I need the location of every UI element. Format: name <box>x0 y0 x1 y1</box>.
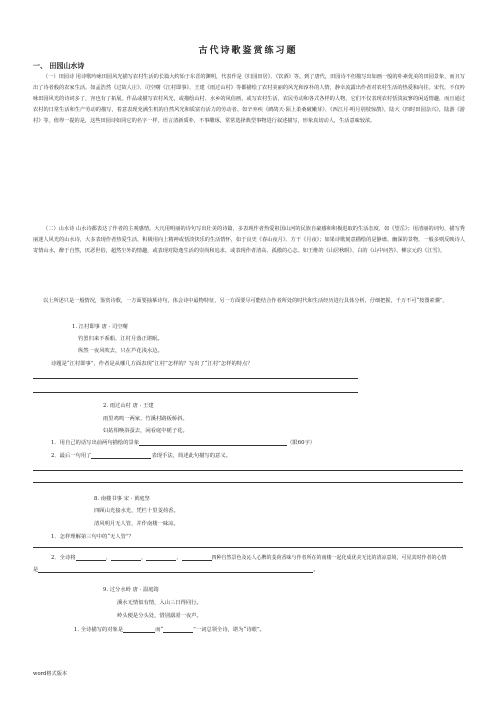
question-text: 。 <box>313 567 319 573</box>
poem2-line-2: 妇姑相唤浴蚕去，闲看庭中栀子花。 <box>103 428 188 434</box>
question-text: ”一词总领全诗，堪为“诗眼”。 <box>193 627 265 633</box>
answer-line[interactable] <box>33 547 463 548</box>
question-text: 、 <box>140 555 147 561</box>
poem3-heading: 8. 南楼书事 宋 · 黄庭坚 <box>94 496 150 502</box>
poem3-question-2 <box>51 553 447 561</box>
answer-line[interactable] <box>33 482 463 483</box>
answer-blank[interactable] <box>111 555 141 561</box>
question-text: 、 <box>176 555 182 561</box>
question-text: 2．全诗将 <box>51 555 76 561</box>
answer-blank[interactable] <box>182 555 212 561</box>
poem2-heading: 2. 雨过山村 唐 · 王建 <box>103 403 154 409</box>
answer-blank[interactable] <box>123 627 155 633</box>
footer-label: word格式版本 <box>33 671 68 677</box>
poem3-question-1: 1．怎样理解第三句中的“无人管”？ <box>51 534 134 540</box>
answer-line[interactable] <box>33 470 463 471</box>
intro-paragraph-3: 以上所述只是一般情况，鉴赏诗歌，一方面要抽摹诗句，体会诗中最物特征，另一方面要尽可能结合作者所处的时代和生活经历进行具体分析，仔细把握，千万不可“按图索骥”。 <box>43 298 448 304</box>
question-text: （限60字） <box>287 440 316 446</box>
intro-paragraph-2: （二）山水诗 山水诗都表达了作者的主观感情。大凡用明丽的诗句写出壮美的诗篇，多表现作者热爱祖国山河的民族自豪感和积极进取的生活态度，如《望岳》；用清丽的词句，描写秀丽迷人风光的山水诗，大多表现作者热爱生活，积极用向上精神或恬淡快乐的生活情怀，如于良史《春山夜月》、方干《月夜》；如果诗歌刻意描绘的是静谧、幽深的景物，一般多则反映诗人寄情山水，醉于自然，厌恶世俗，超然尘外的情趣，或表现对隐逸生活的崇尚和追求，或表现作者清高、孤傲的心志。如王维的《山居秋暝》、白的《山中问答》、柳宗元的《江雪》。 <box>33 226 465 254</box>
question-text: 表现手法，简述此句描写的意义。 <box>151 453 231 459</box>
poem1-heading: 1. 江村即事 唐 · 司空曙 <box>72 324 128 330</box>
poem2-line-1: 雨里鸡鸣一两家，竹溪村路板桥斜。 <box>103 416 188 422</box>
answer-blank[interactable] <box>146 555 176 561</box>
poem1-line-2: 纵然一夜风吹去，只在芦花浅水边。 <box>78 348 163 354</box>
question-text: 1. 全诗描写的对象是 <box>74 627 124 633</box>
poem3-line-1: 四顾山光接水光，凭栏十里芰荷香。 <box>94 508 179 514</box>
poem4-line-1: 溪水无情似有情，入山三日得同行。 <box>117 600 202 606</box>
question-text: 2．最后一句用了 <box>51 453 92 459</box>
poem1-question: 诗题是“江村即事”，作者是从哪几方面表现“江村”怎样的？写出了“江村”怎样的特点？ <box>51 361 253 367</box>
answer-blank[interactable] <box>163 627 193 633</box>
poem2-question-2 <box>51 451 231 459</box>
answer-blank[interactable] <box>91 453 151 459</box>
poem3-line-2: 清风明月无人管，并作南楼一味凉。 <box>94 521 179 527</box>
answer-blank[interactable] <box>38 567 313 573</box>
answer-blank[interactable] <box>139 440 287 446</box>
poem2-question-1 <box>51 438 315 446</box>
poem4-heading: 9. 过分水岭 唐 · 温庭筠 <box>103 587 159 593</box>
page-title: 古代诗歌鉴赏练习题 <box>198 46 298 56</box>
question-text: 是 <box>33 567 39 573</box>
question-text: 1．用自己的话写出前两句描绘的景象 <box>51 440 140 446</box>
question-text: 而“ <box>155 627 164 633</box>
poem4-line-2: 岭头便是分头处，惜别潺湲一夜声。 <box>117 613 202 619</box>
poem3-question-2-cont <box>33 565 465 573</box>
question-text: 四种自然景色及沁人心脾的芰荷香味与作者所在的南楼一起化成优美无比的清凉意境，可见其时作者的心情 <box>211 555 447 561</box>
answer-line[interactable] <box>33 392 358 393</box>
question-text: 、 <box>105 555 111 561</box>
poem4-question <box>74 625 265 633</box>
answer-blank[interactable] <box>76 555 106 561</box>
poem1-line-1: 钓罢归来不系船，江村月落正堪眠。 <box>78 336 163 342</box>
section-heading: 一、 田园山水诗 <box>33 61 85 70</box>
answer-line[interactable] <box>33 378 358 379</box>
intro-paragraph-1: （一）田园诗 用诗歌吟咏田园风光描写农村生活的长篇大约始于东晋的渊明，代表作是《归园田居》、《饮酒》等。到了唐代，田园诗不但描写出如画一般的朴素优美的田园景象，而且写出了诗者般的农家生活。如孟浩然《过故人庄》、司空曙《江村即事》、王建《雨过山村》等都描绘了农村美丽的风光和淳朴的人情，静幸流露出作者对农村生活的热爱和向往。宋代，不仅吟咏田园风光的诗词多了，容也有了拓展。作品或描写农村风光，或描绘山村、水乡的风俗画，或写农村生活，农民劳动和各式各样的人物，它们不仅表现农村恬淡寂寥的闲适情趣，而且通过农村的日常生活和生产劳动的描写，着意表现充满生机的自然风光和质富有活力的劳动者。如辛弃疾《鹧鸪天·陌上柔桑破嫩芽》、《西江月·明月别枝惊鹊》，陆大《四时田园杂兴》，陆游《游村》等。值得一提的是，这些田园诗如同它的名字一样，语言清新质朴，不事雕琢，常常选择典型事物进行叙述描写，形象真切动人，生活意味较浓。 <box>33 74 465 124</box>
